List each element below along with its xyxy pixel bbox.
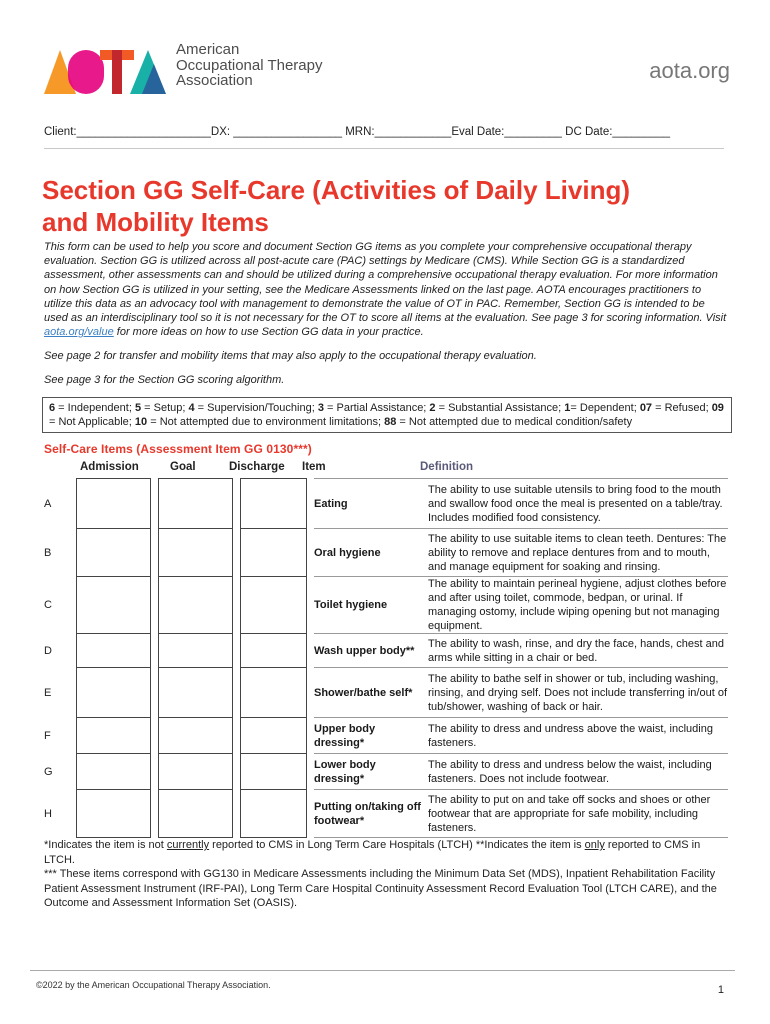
note-page2: See page 2 for transfer and mobility items that may also apply to the occupational therapy evaluation. [44, 350, 537, 362]
legend-label: = Setup; [141, 402, 189, 414]
header-divider [44, 148, 724, 149]
legend-label: = Not attempted due to environment limitations; [147, 416, 385, 428]
org-name [176, 42, 322, 89]
goal-score-box[interactable] [158, 754, 232, 790]
intro-text: This form can be used to help you score and document Section GG items as you complete your comprehensive occupational therapy evaluation. Section GG is utilized across all post-acute care (PAC) settings by Medicare (CMS). While Section GG is a standardized assessment, other assessments can and should be utilized during a comprehensive occupational therapy evaluation. For more information on how Section GG is utilized in your setting, see the Medicare Assessments linked on the last page. AOTA encourages practitioners to utilize this data as an advocacy tool with management to demonstrate the value of OT in PAC. Remember, Section GG is intended to be used as an interdisciplinary tool so it is not necessary for the OT to score all items at the evaluation. See page 3 for scoring information. Visit [44, 241, 727, 325]
column-definition: Definition [420, 461, 474, 473]
legend-label: = Independent; [55, 402, 135, 414]
item-definition: The ability to wash, rinse, and dry the face, hands, chest and arms while sitting in a chair or bed. [428, 634, 728, 668]
copyright: ©2022 by the American Occupational Therapy Association. [36, 980, 271, 990]
footnote-line1 [44, 838, 734, 867]
row-letter: A [44, 497, 52, 510]
item-definition: The ability to put on and take off socks and shoes or other footwear that are appropriate for safe mobility, including fasteners. [428, 790, 728, 838]
footnote-text: reported to CMS in Long Term Care Hospitals (LTCH) **Indicates the item is [209, 839, 585, 851]
discharge-score-box[interactable] [240, 718, 306, 754]
intro-text-end: for more ideas on how to use Section GG data in your practice. [113, 326, 424, 339]
item-name: Lower body dressing* [314, 754, 428, 790]
footnotes [44, 838, 734, 911]
page-title-line1: Section GG Self-Care (Activities of Daily Living) [42, 175, 631, 205]
admission-score-box[interactable] [76, 668, 150, 718]
footnote-line2: *** These items correspond with GG130 in Medicare Assessments including the Minimum Data Set (MDS), Inpatient Rehabilitation Facility Patient Assessment Instrument (IRF-PAI), Long Term Care Hospital Continuity Assessment Record Evaluation Tool (LTCH CARE), and the Outcome and Assessment Information Set (OASIS). [44, 868, 717, 909]
note-page3: See page 3 for the Section GG scoring algorithm. [44, 374, 285, 386]
item-definition: The ability to dress and undress below the waist, including fasteners. Does not include footwear. [428, 754, 728, 790]
discharge-score-box[interactable] [240, 754, 306, 790]
admission-score-box[interactable] [76, 479, 150, 529]
footnote-text: *Indicates the item is not [44, 839, 167, 851]
column-discharge: Discharge [229, 461, 285, 473]
item-definition: The ability to maintain perineal hygiene, adjust clothes before and after using toilet, commode, bedpan, or urinal. If managing ostomy, include wiping opening but not managing equipment. [428, 578, 727, 632]
self-care-items-table [44, 478, 728, 838]
admission-score-box[interactable] [76, 790, 150, 838]
page-title [42, 174, 732, 238]
legend-label: = Not Applicable; [49, 416, 135, 428]
legend-code: 10 [134, 416, 148, 428]
discharge-score-box[interactable] [240, 634, 306, 668]
discharge-score-box[interactable] [240, 668, 306, 718]
page-header [42, 40, 732, 100]
legend-code: 4 [188, 402, 195, 414]
column-goal: Goal [170, 461, 196, 473]
row-letter: E [44, 686, 52, 699]
item-name: Toilet hygiene [314, 577, 428, 634]
footnote-emphasis: only [584, 839, 605, 851]
goal-score-box[interactable] [158, 634, 232, 668]
aota-logo [42, 46, 172, 96]
row-letter: G [44, 765, 53, 778]
legend-code: 88 [384, 416, 397, 428]
item-name: Shower/bathe self* [314, 668, 428, 718]
item-definition: The ability to use suitable items to clean teeth. Dentures: The ability to remove and replace dentures from and to mouth, and manage equipment for soaking and rinsing. [428, 529, 728, 577]
row-letter: C [44, 599, 52, 611]
org-name-line3: Association [176, 72, 253, 89]
item-definition: The ability to dress and undress above the waist, including fasteners. [428, 718, 728, 754]
row-letter: F [44, 729, 51, 742]
legend-code: 2 [429, 402, 436, 414]
admission-score-box[interactable] [76, 577, 150, 634]
legend-code: 6 [49, 402, 56, 414]
discharge-score-box[interactable] [240, 790, 306, 838]
table-row [44, 754, 728, 790]
client-info-line: Client:_____________________DX: _________________ MRN:____________Eval Date:_________ DC Date:_________ [44, 126, 670, 138]
footnote-text: reported to CMS in LTCH. [44, 839, 701, 866]
table-row [44, 718, 728, 754]
legend-code: 07 [639, 402, 653, 414]
admission-score-box[interactable] [76, 529, 150, 577]
item-name: Putting on/taking off footwear* [314, 790, 428, 838]
item-name: Upper body dressing* [314, 718, 428, 754]
item-definition: The ability to use suitable utensils to bring food to the mouth and swallow food once the meal is presented on a table/tray. Includes modified food consistency. [428, 479, 728, 529]
table-row [44, 790, 728, 838]
legend-code: 09 [711, 402, 724, 414]
aota-value-link[interactable]: aota.org/value [44, 326, 114, 339]
row-letter: D [44, 644, 52, 657]
page-number: 1 [717, 984, 724, 996]
legend-code: 3 [317, 402, 324, 414]
goal-score-box[interactable] [158, 577, 232, 634]
discharge-score-box[interactable] [240, 529, 306, 577]
legend-label: = Substantial Assistance; [435, 402, 565, 414]
legend-code: 1 [564, 402, 571, 414]
column-item: Item [302, 461, 326, 473]
legend-code: 5 [134, 402, 142, 414]
table-row [44, 529, 728, 577]
goal-score-box[interactable] [158, 479, 232, 529]
discharge-score-box[interactable] [240, 577, 306, 634]
goal-score-box[interactable] [158, 718, 232, 754]
page-title-line2: and Mobility Items [42, 207, 269, 237]
legend-label: = Dependent; [570, 402, 640, 414]
table-row [44, 668, 728, 718]
goal-score-box[interactable] [158, 529, 232, 577]
admission-score-box[interactable] [76, 634, 150, 668]
scoring-legend [42, 397, 732, 433]
org-name-line2: Occupational Therapy [176, 56, 323, 74]
row-letter: B [44, 546, 52, 559]
org-name-line1: American [176, 41, 240, 58]
legend-label: = Not attempted due to medical condition/safety [396, 416, 633, 428]
goal-score-box[interactable] [158, 668, 232, 718]
column-admission: Admission [80, 461, 139, 473]
item-name: Wash upper body** [314, 634, 428, 668]
table-row [44, 634, 728, 668]
admission-score-box[interactable] [76, 754, 150, 790]
item-name: Eating [314, 479, 428, 529]
item-definition: The ability to bathe self in shower or tub, including washing, rinsing, and drying self. Does not include transferring in/out of tub/shower, washing of back or hair. [428, 668, 728, 718]
footnote-emphasis: currently [166, 839, 210, 851]
org-url[interactable]: aota.org [649, 58, 730, 83]
legend-label: = Partial Assistance; [323, 402, 430, 414]
legend-label: = Supervision/Touching; [194, 402, 318, 414]
item-name: Oral hygiene [314, 529, 428, 577]
discharge-score-box[interactable] [240, 479, 306, 529]
self-care-section-title: Self-Care Items (Assessment Item GG 0130***) [44, 442, 312, 456]
row-letter: H [44, 807, 52, 820]
table-row [44, 479, 728, 529]
legend-label: = Refused; [652, 402, 712, 414]
intro-paragraph [44, 240, 730, 339]
admission-score-box[interactable] [76, 718, 150, 754]
goal-score-box[interactable] [158, 790, 232, 838]
table-row [44, 577, 728, 634]
footer-divider [30, 970, 735, 971]
